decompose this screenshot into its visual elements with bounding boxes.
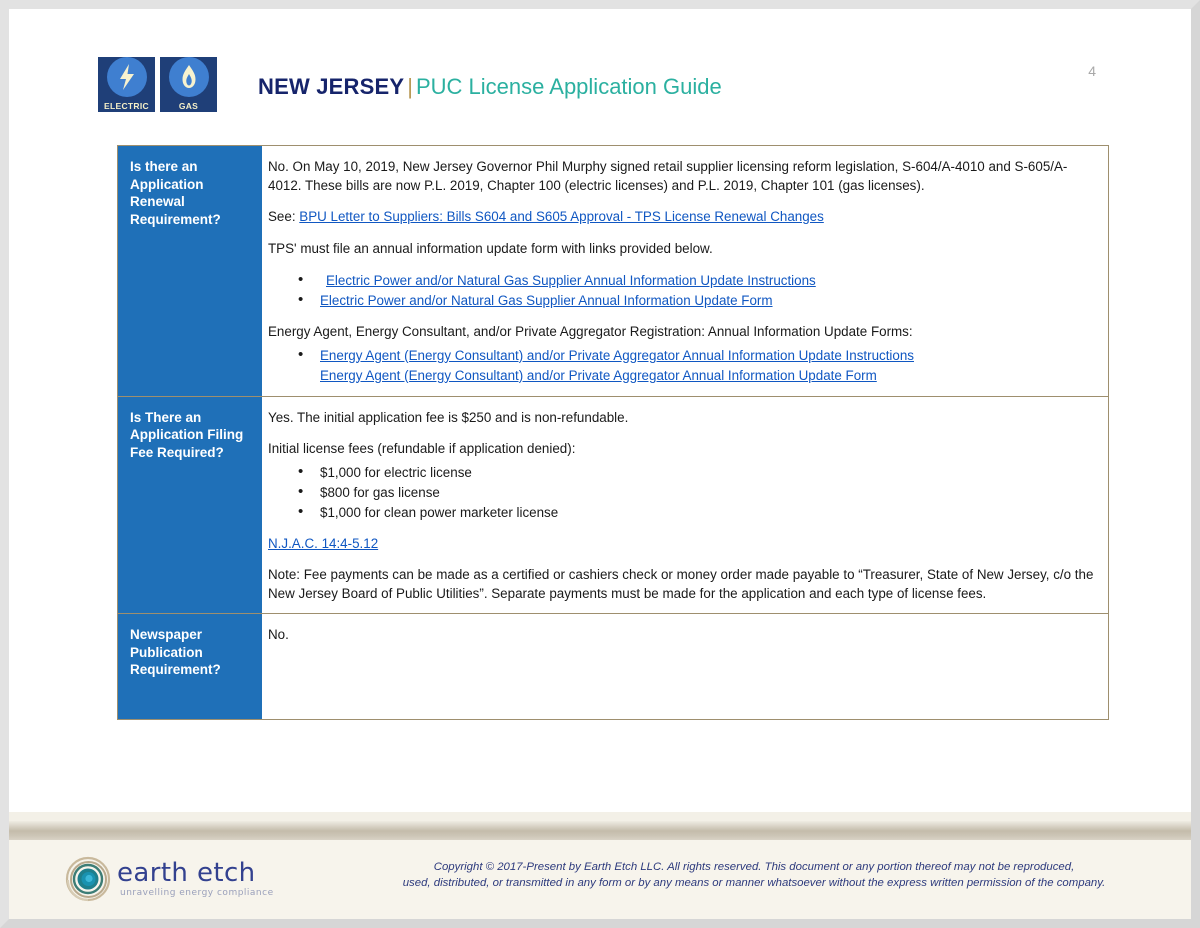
gas-logo-tile bbox=[160, 57, 217, 112]
list-item bbox=[320, 366, 1094, 385]
energy-agent-link-list bbox=[268, 346, 1094, 385]
answer-paragraph: No. On May 10, 2019, New Jersey Governor Phil Murphy signed retail supplier licensing reform legislation, S-604/A-4010 and S-605/A-4012. These bills are now P.L. 2019, Chapter 100 (electric licenses) and P.L. 2019, Chapter 101 (gas licenses). bbox=[268, 159, 1068, 193]
copyright-line-1: Copyright © 2017-Present by Earth Etch LLC. All rights reserved. This document or any portion thereof may not be reproduced, bbox=[433, 861, 1075, 873]
renewal-form-link-list bbox=[268, 271, 1094, 310]
answer-note-paragraph: Note: Fee payments can be made as a certified or cashiers check or money order made payable to “Treasurer, State of New Jersey, c/o the New Jersey Board of Public Utilities”. Separate payments must be made for the application and each type of license fees. bbox=[268, 567, 1094, 601]
link-bpu-letter-to-suppliers[interactable]: BPU Letter to Suppliers: Bills S604 and S605 Approval - TPS License Renewal Changes bbox=[299, 209, 824, 224]
answer-cell-filing-fee bbox=[262, 397, 1108, 614]
answer-paragraph: Energy Agent, Energy Consultant, and/or Private Aggregator Registration: Annual Information Update Forms: bbox=[268, 324, 913, 339]
flame-icon bbox=[160, 57, 217, 97]
answer-paragraph: Initial license fees (refundable if application denied): bbox=[268, 441, 576, 456]
question-cell-filing-fee: Is There an Application Filing Fee Required? bbox=[118, 397, 262, 614]
see-prefix: See: bbox=[268, 209, 300, 224]
link-electric-gas-annual-update-instructions[interactable]: Electric Power and/or Natural Gas Supplier Annual Information Update Instructions bbox=[326, 273, 816, 288]
electric-logo-tile bbox=[98, 57, 155, 112]
page-sheet bbox=[9, 9, 1191, 919]
list-item: • $800 for gas license bbox=[320, 483, 1094, 502]
page-title bbox=[258, 74, 722, 100]
page-title-state: NEW JERSEY bbox=[258, 74, 405, 99]
answer-cell-renewal-requirement bbox=[262, 146, 1108, 396]
license-fee-list bbox=[268, 463, 1094, 522]
earth-etch-logo bbox=[65, 854, 295, 904]
utility-logo-group bbox=[98, 57, 217, 112]
lightning-bolt-icon bbox=[98, 57, 155, 97]
faq-table bbox=[117, 145, 1109, 720]
electric-logo-label: ELECTRIC bbox=[104, 101, 149, 111]
copyright-line-2: used, distributed, or transmitted in any form or by any means or manner whatsoever without the express written permission of the company. bbox=[402, 876, 1106, 889]
page-title-separator: | bbox=[407, 74, 413, 99]
question-cell-newspaper-publication: Newspaper Publication Requirement? bbox=[118, 614, 262, 719]
page-title-subject: PUC License Application Guide bbox=[415, 74, 722, 99]
question-cell-renewal-requirement: Is there an Application Renewal Requirement? bbox=[118, 146, 262, 396]
footer-upper-gap bbox=[9, 812, 1191, 821]
answer-paragraph: No. bbox=[268, 627, 289, 642]
answer-paragraph: Yes. The initial application fee is $250 and is non-refundable. bbox=[268, 409, 629, 425]
list-item bbox=[320, 271, 1094, 290]
table-row bbox=[118, 397, 1108, 615]
list-item bbox=[320, 291, 1094, 310]
answer-paragraph: TPS' must file an annual information update form with links provided below. bbox=[268, 240, 713, 256]
earth-etch-wordmark: earth etch bbox=[117, 858, 256, 888]
link-energy-agent-annual-update-form[interactable]: Energy Agent (Energy Consultant) and/or Private Aggregator Annual Information Update Form bbox=[320, 367, 877, 383]
page-header bbox=[98, 50, 1108, 120]
table-row bbox=[118, 146, 1108, 397]
earth-etch-tagline: unravelling energy compliance bbox=[120, 888, 274, 898]
list-item: • $1,000 for electric license bbox=[320, 463, 1094, 482]
answer-see-line bbox=[268, 208, 1094, 227]
gas-logo-label: GAS bbox=[178, 101, 199, 111]
table-row bbox=[118, 614, 1108, 719]
list-item: • $1,000 for clean power marketer license bbox=[320, 503, 1094, 522]
footer-divider-band bbox=[9, 821, 1191, 840]
link-njac-14-4-5-12[interactable]: N.J.A.C. 14:4-5.12 bbox=[268, 535, 379, 551]
link-electric-gas-annual-update-form[interactable]: Electric Power and/or Natural Gas Supplier Annual Information Update Form bbox=[320, 293, 773, 308]
answer-citation-line bbox=[268, 535, 1094, 554]
answer-cell-newspaper-publication bbox=[262, 614, 1108, 719]
link-energy-agent-annual-update-instructions[interactable]: Energy Agent (Energy Consultant) and/or Private Aggregator Annual Information Update Instructions bbox=[320, 347, 914, 363]
page-footer bbox=[9, 840, 1191, 919]
copyright-notice bbox=[339, 860, 1169, 891]
spiral-icon bbox=[65, 856, 111, 902]
list-item bbox=[320, 346, 1094, 365]
page-number: 4 bbox=[1088, 63, 1096, 79]
